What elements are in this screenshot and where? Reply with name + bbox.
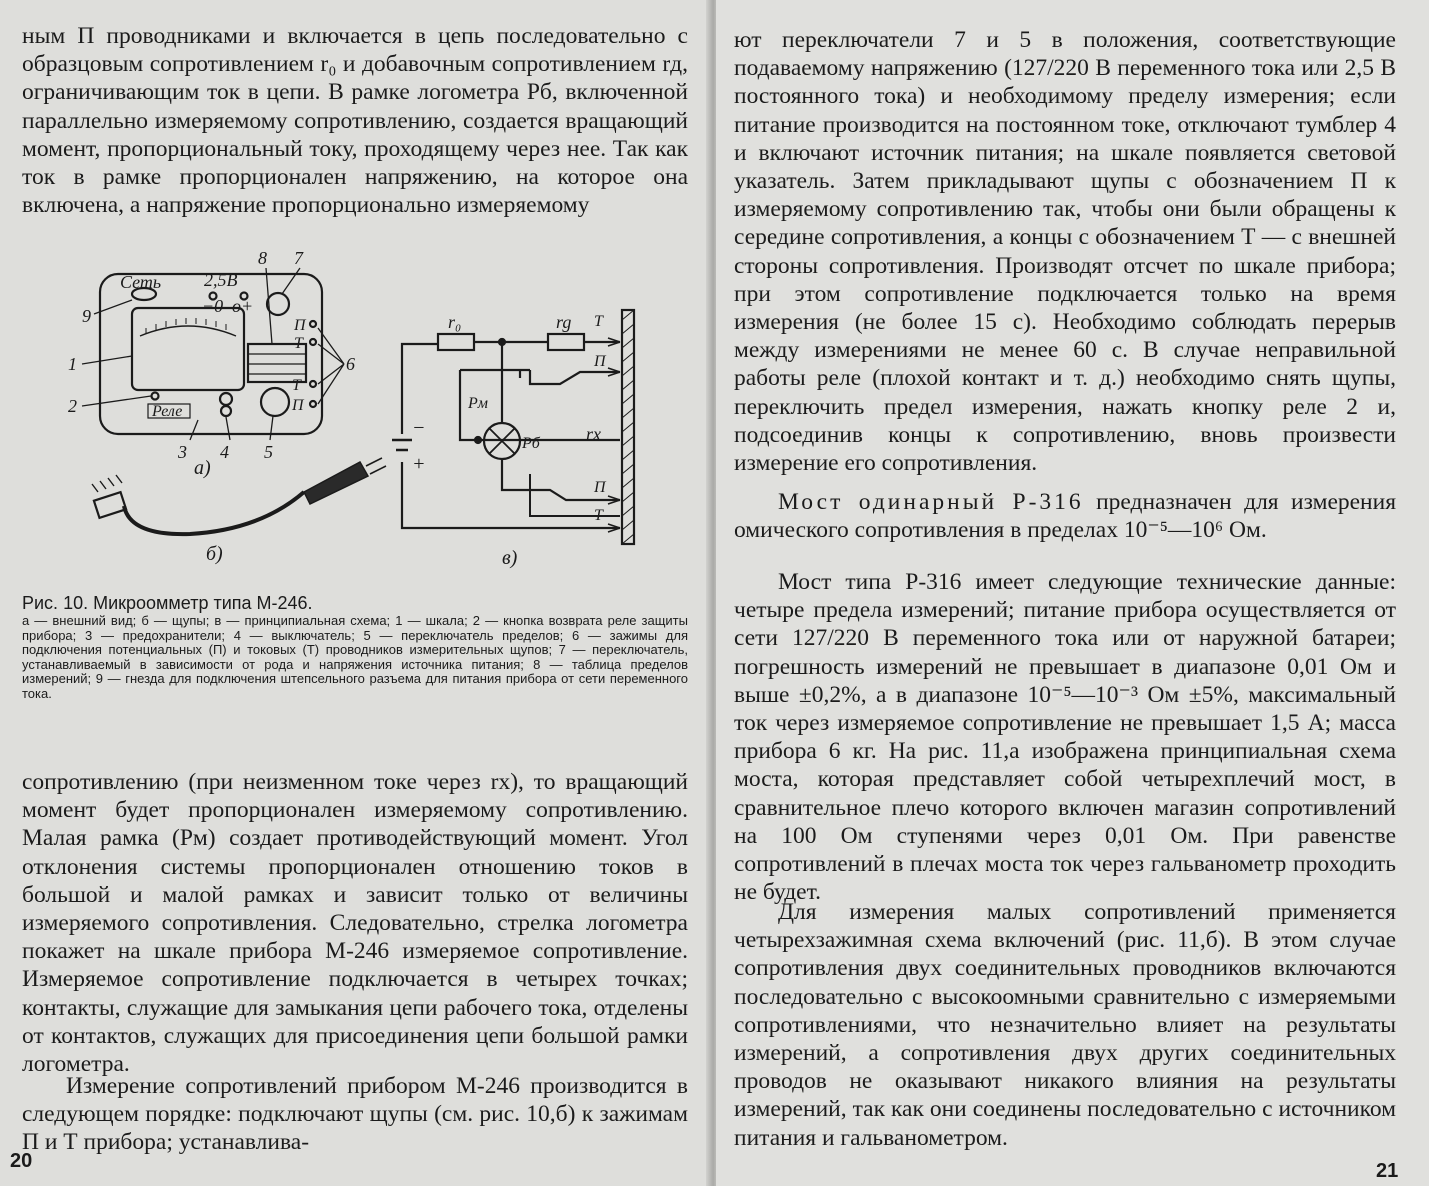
right-paragraph-3: Мост типа Р-316 имеет следующие технические данные: четыре предела измерений; питание прибора осуществляется от сети 127/220 В переменного тока или от наружной батареи; погрешность измерений не превышает в диапазоне 0,01 Ом и выше ±0,2%, а в диапазоне 10⁻⁵—10⁻³ Ом ±5%, максимальный ток через измеряемое сопротивление не превышает 1,5 А; масса прибора 6 кг. На рис. 11,а изображена принципиальная схема моста, которая представляет собой четырехплечий мост, в сравнительное плечо которого включен магазин сопротивлений на 100 Ом ступенями через 0,01 Ом. При равенстве сопротивлений в плечах моста ток через гальванометр проходить не будет. (734, 569, 1396, 906)
figure-10 (60, 244, 660, 584)
label-p-2: П (594, 479, 606, 496)
label-p-top: П (294, 317, 306, 334)
label-plus: + (412, 453, 426, 475)
label-set: Сеть (120, 272, 162, 292)
callout-3: 3 (178, 442, 187, 462)
callout-2: 2 (68, 396, 77, 416)
callout-4: 4 (220, 442, 229, 462)
callout-8: 8 (258, 248, 267, 268)
callout-5: 5 (264, 442, 273, 462)
left-paragraph-2: сопротивлению (при неизменном токе через rx), то вращающий момент будет пропорционален измеряемому сопротивлению. Малая рамка (Pм) создает противодействующий момент. Угол отклонения системы пропорционален отношению токов в большой и малой рамках и зависит только от величины измеряемого сопротивления. Следовательно, стрелка логометра покажет на шкале прибора М-246 измеряемое сопротивление. Измеряемое сопротивление подключается в четырех точках; контакты, служащие для замыкания цепи рабочего тока, отделены от контактов, служащих для присоединения цепи большой рамки логометра. (22, 769, 688, 1078)
sign-plus: о+ (232, 296, 254, 316)
label-rg: rg (556, 312, 572, 332)
label-t-bottom: Т (292, 377, 301, 394)
left-page (0, 0, 712, 1186)
callout-9: 9 (82, 306, 91, 326)
label-rx: rx (586, 424, 601, 444)
bridge-description: предназначен для измерения омического сопротивления в пределах 10⁻⁵—10⁶ Ом. (734, 489, 1397, 544)
callout-7: 7 (294, 248, 303, 268)
page-number-right: 21 (1376, 1160, 1399, 1182)
figure-caption-title: Рис. 10. Микроомметр типа М-246. (22, 593, 313, 613)
sign-minus: −0 (202, 296, 224, 316)
panel-b-label: б) (206, 543, 223, 565)
label-pb: Pб (522, 435, 540, 452)
right-paragraph-2 (734, 488, 1396, 544)
left-paragraph-1: ным П проводниками и включается в цепь последовательно с образцовым сопротивлением r₀ и добавочным сопротивлением rд, ограничивающим ток в цепи. В рамке логометра Pб, включенной параллельно измеряемому сопротивлению, создается вращающий момент, пропорциональный току, проходящему через нее. Так как ток в рамке пропорционален напряжению, на которое она включена, а напряжение пропорционально измеряемому (22, 23, 688, 219)
callout-6: 6 (346, 354, 355, 374)
label-minus: − (412, 417, 426, 439)
right-paragraph-4: Для измерения малых сопротивлений применяется четырехзажимная схема включений (рис. 11,б). В этом случае сопротивления двух соединительных проводников включаются последовательно с высокоомными сравнительно с измеряемыми сопротивлениями, что незначительно влияет на результаты измерений, а сопротивления двух других соединительных проводов не оказывают никакого влияния на результаты измерений, так как они соединены последовательно с источником питания и гальванометром. (734, 899, 1396, 1151)
panel-c-label: в) (502, 547, 518, 569)
right-page (716, 0, 1429, 1186)
label-relay: Реле (152, 403, 183, 420)
bridge-heading: Мост одинарный Р-316 (778, 489, 1084, 515)
left-paragraph-3: Измерение сопротивлений прибором М-246 производится в следующем порядке: подключают щупы (см. рис. 10,б) к зажимам П и Т прибора; устанавлива- (22, 1073, 688, 1156)
panel-a-label: а) (194, 457, 211, 479)
right-paragraph-1: ют переключатели 7 и 5 в положения, соответствующие подаваемому напряжению (127/220 В переменного тока или 2,5 В постоянного тока) и необходимому пределу измерения; если питание производится на постоянном токе, отключают тумблер 4 и включают источник питания; на шкале появляется световой указатель. Затем прикладывают щупы с обозначением П к измеряемому сопротивлению так, чтобы они были обращены к середине сопротивления, а концы с обозначением Т — с внешней стороны сопротивления. Производят отсчет по шкале прибора; при этом сопротивление подключается только на время измерения (не более 15 с). Необходимо соблюдать перерыв между измерениями не менее 60 с. В случае неправильной работы реле (плохой контакт и т. д.) необходимо снять щупы, переключить предел измерения, нажать кнопку реле 2 и, подсоединив концы к сопротивлению, вновь произвести измерение его сопротивления. (734, 27, 1396, 477)
callout-1: 1 (68, 354, 77, 374)
figure-caption-text: а — внешний вид; б — щупы; в — принципиальная схема; 1 — шкала; 2 — кнопка возврата реле защиты прибора; 3 — предохранители; 4 — выключатель; 5 — переключатель пределов; 6 — зажимы для подключения потенциальных (П) и токовых (Т) проводников измерительных щупов; 7 — переключатель, устанавливаемый в зависимости от рода и напряжения источника питания; 8 — таблица пределов измерений; 9 — гнезда для подключения штепсельного разъема для питания прибора от сети переменного тока. (22, 613, 688, 701)
label-pm: Pм (468, 395, 488, 412)
label-t-2: Т (594, 507, 603, 524)
label-p-bottom: П (292, 397, 304, 414)
label-p-1: П (594, 353, 606, 370)
label-t-1: Т (594, 313, 603, 330)
label-t-top: Т (294, 335, 303, 352)
label-r0: r₀ (448, 312, 462, 332)
label-2-5v: 2,5В (204, 270, 238, 290)
page-number-left: 20 (10, 1150, 33, 1172)
